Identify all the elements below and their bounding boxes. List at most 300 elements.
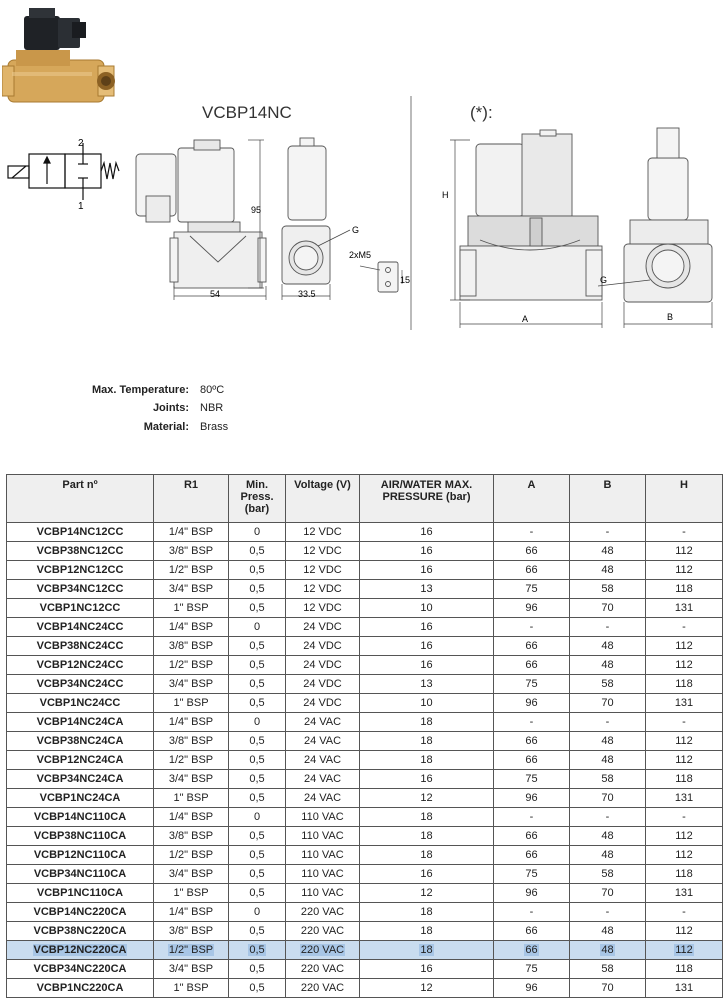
voltage-cell bbox=[286, 637, 360, 656]
cell-text: 1" BSP bbox=[173, 982, 209, 994]
product-photo bbox=[2, 2, 122, 120]
cell-text: 24 VAC bbox=[303, 773, 342, 785]
b-cell bbox=[570, 713, 646, 732]
cell-text: 131 bbox=[674, 792, 694, 804]
max-pressure-cell bbox=[360, 770, 494, 789]
cell-text: 112 bbox=[675, 944, 693, 956]
cell-text: 0,5 bbox=[249, 697, 265, 709]
a-cell bbox=[494, 637, 570, 656]
cell-text: 58 bbox=[601, 678, 614, 690]
min-press-cell bbox=[229, 979, 286, 998]
table-row[interactable] bbox=[7, 903, 723, 922]
h-cell bbox=[646, 523, 723, 542]
variant-mark: (*): bbox=[470, 103, 493, 122]
table-row[interactable] bbox=[7, 960, 723, 979]
cell-text: 96 bbox=[525, 982, 538, 994]
cell-text: 12 bbox=[420, 792, 433, 804]
b-cell bbox=[570, 827, 646, 846]
header-voltage[interactable]: Voltage (V) bbox=[286, 475, 360, 523]
min-press-cell bbox=[229, 960, 286, 979]
cell-text: VCBP12NC110CA bbox=[33, 849, 127, 861]
mounting-detail bbox=[360, 262, 402, 292]
max-pressure-cell bbox=[360, 751, 494, 770]
cell-text: 0,5 bbox=[249, 545, 265, 557]
h-cell bbox=[646, 846, 723, 865]
h-cell bbox=[646, 884, 723, 903]
cell-text: 12 VDC bbox=[303, 564, 342, 576]
cell-text: 16 bbox=[420, 963, 433, 975]
cell-text: 110 VAC bbox=[301, 887, 344, 899]
part-no-cell bbox=[7, 732, 154, 751]
b-cell bbox=[570, 656, 646, 675]
a-cell bbox=[494, 922, 570, 941]
dim-depth: 33.5 bbox=[298, 289, 316, 299]
table-row[interactable] bbox=[7, 922, 723, 941]
cell-text: 112 bbox=[675, 849, 693, 861]
cell-text: 48 bbox=[601, 659, 614, 671]
cell-text: 1/2" BSP bbox=[168, 659, 214, 671]
cell-text: 16 bbox=[420, 564, 433, 576]
part-no-cell bbox=[7, 808, 154, 827]
table-header-row bbox=[7, 475, 723, 523]
max-pressure-cell bbox=[360, 789, 494, 808]
min-press-cell bbox=[229, 675, 286, 694]
cell-text: - bbox=[682, 906, 686, 918]
part-no-cell bbox=[7, 656, 154, 675]
port-2-label: 2 bbox=[78, 138, 84, 149]
table-row[interactable] bbox=[7, 637, 723, 656]
cell-text: 48 bbox=[601, 944, 614, 956]
cell-text: 10 bbox=[420, 602, 433, 614]
table-row[interactable] bbox=[7, 770, 723, 789]
voltage-cell bbox=[286, 580, 360, 599]
b-cell bbox=[570, 675, 646, 694]
voltage-cell bbox=[286, 694, 360, 713]
r1-cell bbox=[154, 941, 229, 960]
cell-text: 0,5 bbox=[249, 678, 265, 690]
r1-cell bbox=[154, 903, 229, 922]
part-no-cell bbox=[7, 789, 154, 808]
cell-text: 18 bbox=[420, 849, 433, 861]
cell-text: 110 VAC bbox=[301, 830, 344, 842]
table-row[interactable] bbox=[7, 580, 723, 599]
spec-joints bbox=[0, 401, 727, 415]
cell-text: 220 VAC bbox=[300, 944, 345, 956]
table-row[interactable] bbox=[7, 656, 723, 675]
cell-text: VCBP1NC24CA bbox=[39, 792, 121, 804]
cell-text: 131 bbox=[674, 982, 694, 994]
cell-text: VCBP14NC12CC bbox=[36, 526, 124, 538]
cell-text: 18 bbox=[420, 925, 433, 937]
header-a[interactable]: A bbox=[494, 475, 570, 523]
b-cell bbox=[570, 865, 646, 884]
table-row[interactable] bbox=[7, 675, 723, 694]
r1-cell bbox=[154, 808, 229, 827]
cell-text: VCBP1NC220CA bbox=[36, 982, 124, 994]
cell-text: 48 bbox=[601, 925, 614, 937]
b-cell bbox=[570, 618, 646, 637]
spec-max-temperature bbox=[0, 383, 727, 397]
cell-text: 0 bbox=[253, 716, 261, 728]
cell-text: 131 bbox=[674, 887, 694, 899]
r1-cell bbox=[154, 523, 229, 542]
part-no-cell bbox=[7, 599, 154, 618]
table-row[interactable] bbox=[7, 827, 723, 846]
h-cell bbox=[646, 618, 723, 637]
cell-text: VCBP1NC110CA bbox=[36, 887, 124, 899]
cell-text: 70 bbox=[601, 602, 614, 614]
r1-cell bbox=[154, 599, 229, 618]
cell-text: 3/8" BSP bbox=[168, 830, 214, 842]
cell-text: VCBP1NC12CC bbox=[39, 602, 121, 614]
cell-text: 1/4" BSP bbox=[168, 811, 214, 823]
cell-text: 118 bbox=[675, 678, 693, 690]
h-cell bbox=[646, 580, 723, 599]
r1-cell bbox=[154, 561, 229, 580]
side-view bbox=[282, 138, 330, 284]
h-cell bbox=[646, 903, 723, 922]
cell-text: 58 bbox=[601, 583, 614, 595]
cell-text: 48 bbox=[601, 754, 614, 766]
table-row[interactable] bbox=[7, 846, 723, 865]
b-cell bbox=[570, 846, 646, 865]
max-pressure-cell bbox=[360, 523, 494, 542]
min-press-cell bbox=[229, 542, 286, 561]
table-row[interactable] bbox=[7, 523, 723, 542]
cell-text: VCBP34NC220CA bbox=[33, 963, 127, 975]
section-view bbox=[460, 130, 602, 300]
voltage-cell bbox=[286, 675, 360, 694]
voltage-cell bbox=[286, 599, 360, 618]
a-cell bbox=[494, 656, 570, 675]
min-press-cell bbox=[229, 770, 286, 789]
dim-width: 54 bbox=[210, 289, 221, 299]
cell-text: 75 bbox=[525, 963, 538, 975]
cell-text: 3/4" BSP bbox=[168, 678, 214, 690]
cell-text: 1/2" BSP bbox=[168, 754, 214, 766]
h-cell bbox=[646, 675, 723, 694]
header-min-press[interactable]: Min. Press. (bar) bbox=[229, 475, 286, 523]
cell-text: 13 bbox=[420, 583, 433, 595]
part-no-cell bbox=[7, 827, 154, 846]
cell-text: 131 bbox=[674, 602, 694, 614]
cell-text: 58 bbox=[601, 773, 614, 785]
table-row[interactable] bbox=[7, 732, 723, 751]
max-pressure-cell bbox=[360, 979, 494, 998]
cell-text: 3/4" BSP bbox=[168, 963, 214, 975]
cell-text: 16 bbox=[420, 621, 433, 633]
max-pressure-cell bbox=[360, 903, 494, 922]
a-cell bbox=[494, 808, 570, 827]
h-cell bbox=[646, 827, 723, 846]
cell-text: 0,5 bbox=[249, 792, 265, 804]
cell-text: VCBP14NC220CA bbox=[33, 906, 127, 918]
spec-value: Brass bbox=[200, 421, 229, 433]
voltage-cell bbox=[286, 884, 360, 903]
cell-text: VCBP38NC220CA bbox=[33, 925, 127, 937]
cell-text: 112 bbox=[675, 754, 693, 766]
voltage-cell bbox=[286, 523, 360, 542]
cell-text: VCBP34NC24CA bbox=[36, 773, 124, 785]
cell-text: 0,5 bbox=[249, 887, 265, 899]
cell-text: 66 bbox=[525, 830, 538, 842]
cell-text: VCBP38NC24CC bbox=[36, 640, 124, 652]
max-pressure-cell bbox=[360, 960, 494, 979]
cell-text: 112 bbox=[675, 545, 693, 557]
cell-text: 70 bbox=[601, 982, 614, 994]
header-h[interactable]: H bbox=[646, 475, 723, 523]
table-row[interactable] bbox=[7, 618, 723, 637]
header-part-no[interactable]: Part nº bbox=[7, 475, 154, 523]
cell-text: 112 bbox=[675, 659, 693, 671]
table-row[interactable] bbox=[7, 713, 723, 732]
min-press-cell bbox=[229, 789, 286, 808]
header-r1[interactable]: R1 bbox=[154, 475, 229, 523]
h-cell bbox=[646, 865, 723, 884]
part-no-cell bbox=[7, 979, 154, 998]
voltage-cell bbox=[286, 770, 360, 789]
table-row[interactable] bbox=[7, 979, 723, 998]
a-cell bbox=[494, 789, 570, 808]
header-b[interactable]: B bbox=[570, 475, 646, 523]
h-cell bbox=[646, 808, 723, 827]
cell-text: 18 bbox=[420, 830, 433, 842]
cell-text: 48 bbox=[601, 564, 614, 576]
b-cell bbox=[570, 637, 646, 656]
cell-text: 48 bbox=[601, 735, 614, 747]
cell-text: 58 bbox=[601, 963, 614, 975]
cell-text: 16 bbox=[420, 659, 433, 671]
cell-text: 3/4" BSP bbox=[168, 583, 214, 595]
table-row[interactable] bbox=[7, 789, 723, 808]
valve-symbol bbox=[4, 138, 124, 210]
b-cell bbox=[570, 542, 646, 561]
b-cell bbox=[570, 922, 646, 941]
r1-cell bbox=[154, 789, 229, 808]
cell-text: 1/4" BSP bbox=[168, 716, 214, 728]
max-pressure-cell bbox=[360, 637, 494, 656]
table-row[interactable] bbox=[7, 865, 723, 884]
h-cell bbox=[646, 599, 723, 618]
r1-cell bbox=[154, 960, 229, 979]
h-cell bbox=[646, 770, 723, 789]
cell-text: 96 bbox=[525, 792, 538, 804]
cell-text: 18 bbox=[420, 735, 433, 747]
min-press-cell bbox=[229, 884, 286, 903]
table-row[interactable] bbox=[7, 884, 723, 903]
cell-text: 66 bbox=[525, 754, 538, 766]
cell-text: 0,5 bbox=[249, 735, 265, 747]
max-pressure-cell bbox=[360, 732, 494, 751]
cell-text: 18 bbox=[420, 754, 433, 766]
b-cell bbox=[570, 884, 646, 903]
cell-text: - bbox=[529, 906, 534, 918]
b-cell bbox=[570, 599, 646, 618]
max-pressure-cell bbox=[360, 618, 494, 637]
r1-cell bbox=[154, 656, 229, 675]
voltage-cell bbox=[286, 865, 360, 884]
cell-text: 3/8" BSP bbox=[168, 545, 214, 557]
cell-text: 48 bbox=[601, 640, 614, 652]
cell-text: VCBP1NC24CC bbox=[39, 697, 121, 709]
cell-text: 1/2" BSP bbox=[168, 849, 214, 861]
cell-text: 75 bbox=[525, 678, 538, 690]
a-cell bbox=[494, 713, 570, 732]
spec-label: Joints: bbox=[152, 402, 189, 414]
spec-value: 80ºC bbox=[200, 384, 225, 396]
brass-body bbox=[8, 60, 104, 102]
cell-text: 1" BSP bbox=[173, 792, 209, 804]
front-view bbox=[136, 140, 266, 288]
cell-text: 0,5 bbox=[249, 849, 265, 861]
cell-text: 16 bbox=[420, 526, 433, 538]
cell-text: - bbox=[605, 526, 610, 538]
cell-text: VCBP12NC220CA bbox=[33, 944, 127, 956]
cell-text: 0 bbox=[253, 621, 261, 633]
min-press-cell bbox=[229, 903, 286, 922]
voltage-cell bbox=[286, 846, 360, 865]
h-cell bbox=[646, 656, 723, 675]
max-pressure-cell bbox=[360, 941, 494, 960]
cell-text: 1/4" BSP bbox=[168, 621, 214, 633]
a-cell bbox=[494, 865, 570, 884]
model-title: VCBP14NC bbox=[202, 103, 292, 122]
cell-text: - bbox=[605, 906, 610, 918]
spec-value: NBR bbox=[200, 402, 224, 414]
parts-table bbox=[6, 474, 723, 998]
cell-text: - bbox=[682, 716, 686, 728]
header-max-pressure[interactable]: AIR/WATER MAX. PRESSURE (bar) bbox=[360, 475, 494, 523]
cell-text: 75 bbox=[525, 868, 538, 880]
voltage-cell bbox=[286, 561, 360, 580]
cell-text: 0,5 bbox=[249, 982, 265, 994]
r1-cell bbox=[154, 865, 229, 884]
voltage-cell bbox=[286, 713, 360, 732]
h-cell bbox=[646, 713, 723, 732]
cell-text: VCBP12NC24CC bbox=[36, 659, 124, 671]
h-cell bbox=[646, 542, 723, 561]
cell-text: 66 bbox=[525, 659, 538, 671]
port-1-label: 1 bbox=[78, 201, 84, 210]
b-cell bbox=[570, 561, 646, 580]
part-no-cell bbox=[7, 675, 154, 694]
variant-side-view bbox=[624, 128, 712, 302]
cell-text: 0,5 bbox=[249, 659, 265, 671]
cell-text: 12 VDC bbox=[303, 602, 342, 614]
cell-text: 12 VDC bbox=[303, 545, 342, 557]
cell-text: 0,5 bbox=[249, 944, 265, 956]
table-row[interactable] bbox=[7, 941, 723, 960]
h-cell bbox=[646, 694, 723, 713]
cell-text: 3/4" BSP bbox=[168, 868, 214, 880]
cell-text: 24 VAC bbox=[303, 754, 342, 766]
cell-text: - bbox=[529, 811, 534, 823]
max-pressure-cell bbox=[360, 656, 494, 675]
cell-text: 66 bbox=[525, 849, 538, 861]
cell-text: 24 VAC bbox=[303, 792, 342, 804]
cell-text: 220 VAC bbox=[300, 982, 345, 994]
cell-text: 75 bbox=[525, 773, 538, 785]
table-row[interactable] bbox=[7, 751, 723, 770]
cell-text: VCBP12NC12CC bbox=[36, 564, 124, 576]
cell-text: 48 bbox=[601, 849, 614, 861]
max-pressure-cell bbox=[360, 808, 494, 827]
cell-text: 16 bbox=[420, 773, 433, 785]
cell-text: 118 bbox=[675, 773, 693, 785]
max-pressure-cell bbox=[360, 599, 494, 618]
dim-b: B bbox=[667, 312, 674, 322]
cell-text: - bbox=[682, 621, 686, 633]
cell-text: 220 VAC bbox=[300, 963, 345, 975]
h-cell bbox=[646, 941, 723, 960]
table-row[interactable] bbox=[7, 542, 723, 561]
part-no-cell bbox=[7, 846, 154, 865]
min-press-cell bbox=[229, 846, 286, 865]
voltage-cell bbox=[286, 903, 360, 922]
cell-text: 48 bbox=[601, 830, 614, 842]
voltage-cell bbox=[286, 960, 360, 979]
table-row[interactable] bbox=[7, 808, 723, 827]
cell-text: 70 bbox=[601, 887, 614, 899]
r1-cell bbox=[154, 770, 229, 789]
b-cell bbox=[570, 960, 646, 979]
part-no-cell bbox=[7, 618, 154, 637]
r1-cell bbox=[154, 694, 229, 713]
a-cell bbox=[494, 599, 570, 618]
a-cell bbox=[494, 561, 570, 580]
a-cell bbox=[494, 694, 570, 713]
min-press-cell bbox=[229, 732, 286, 751]
cell-text: - bbox=[605, 811, 610, 823]
cell-text: 16 bbox=[420, 640, 433, 652]
part-no-cell bbox=[7, 865, 154, 884]
cell-text: 96 bbox=[525, 697, 538, 709]
cell-text: 16 bbox=[420, 545, 433, 557]
voltage-cell bbox=[286, 922, 360, 941]
cell-text: 18 bbox=[420, 811, 433, 823]
max-pressure-cell bbox=[360, 561, 494, 580]
table-row[interactable] bbox=[7, 694, 723, 713]
cell-text: - bbox=[682, 526, 686, 538]
part-no-cell bbox=[7, 884, 154, 903]
cell-text: 66 bbox=[525, 735, 538, 747]
cell-text: 0,5 bbox=[249, 868, 265, 880]
cell-text: 1/4" BSP bbox=[168, 906, 214, 918]
table-row[interactable] bbox=[7, 561, 723, 580]
spec-material bbox=[0, 420, 727, 434]
a-cell bbox=[494, 827, 570, 846]
cell-text: 110 VAC bbox=[301, 849, 344, 861]
a-cell bbox=[494, 960, 570, 979]
cell-text: 0,5 bbox=[249, 602, 265, 614]
cell-text: 3/8" BSP bbox=[168, 735, 214, 747]
cell-text: 58 bbox=[601, 868, 614, 880]
min-press-cell bbox=[229, 656, 286, 675]
cell-text: VCBP14NC24CA bbox=[36, 716, 124, 728]
cell-text: 24 VAC bbox=[303, 735, 342, 747]
cell-text: 18 bbox=[420, 944, 433, 956]
cell-text: 96 bbox=[525, 887, 538, 899]
min-press-cell bbox=[229, 694, 286, 713]
a-cell bbox=[494, 903, 570, 922]
cell-text: 24 VDC bbox=[303, 621, 342, 633]
voltage-cell bbox=[286, 656, 360, 675]
table-row[interactable] bbox=[7, 599, 723, 618]
a-cell bbox=[494, 846, 570, 865]
a-cell bbox=[494, 542, 570, 561]
b-cell bbox=[570, 751, 646, 770]
min-press-cell bbox=[229, 751, 286, 770]
